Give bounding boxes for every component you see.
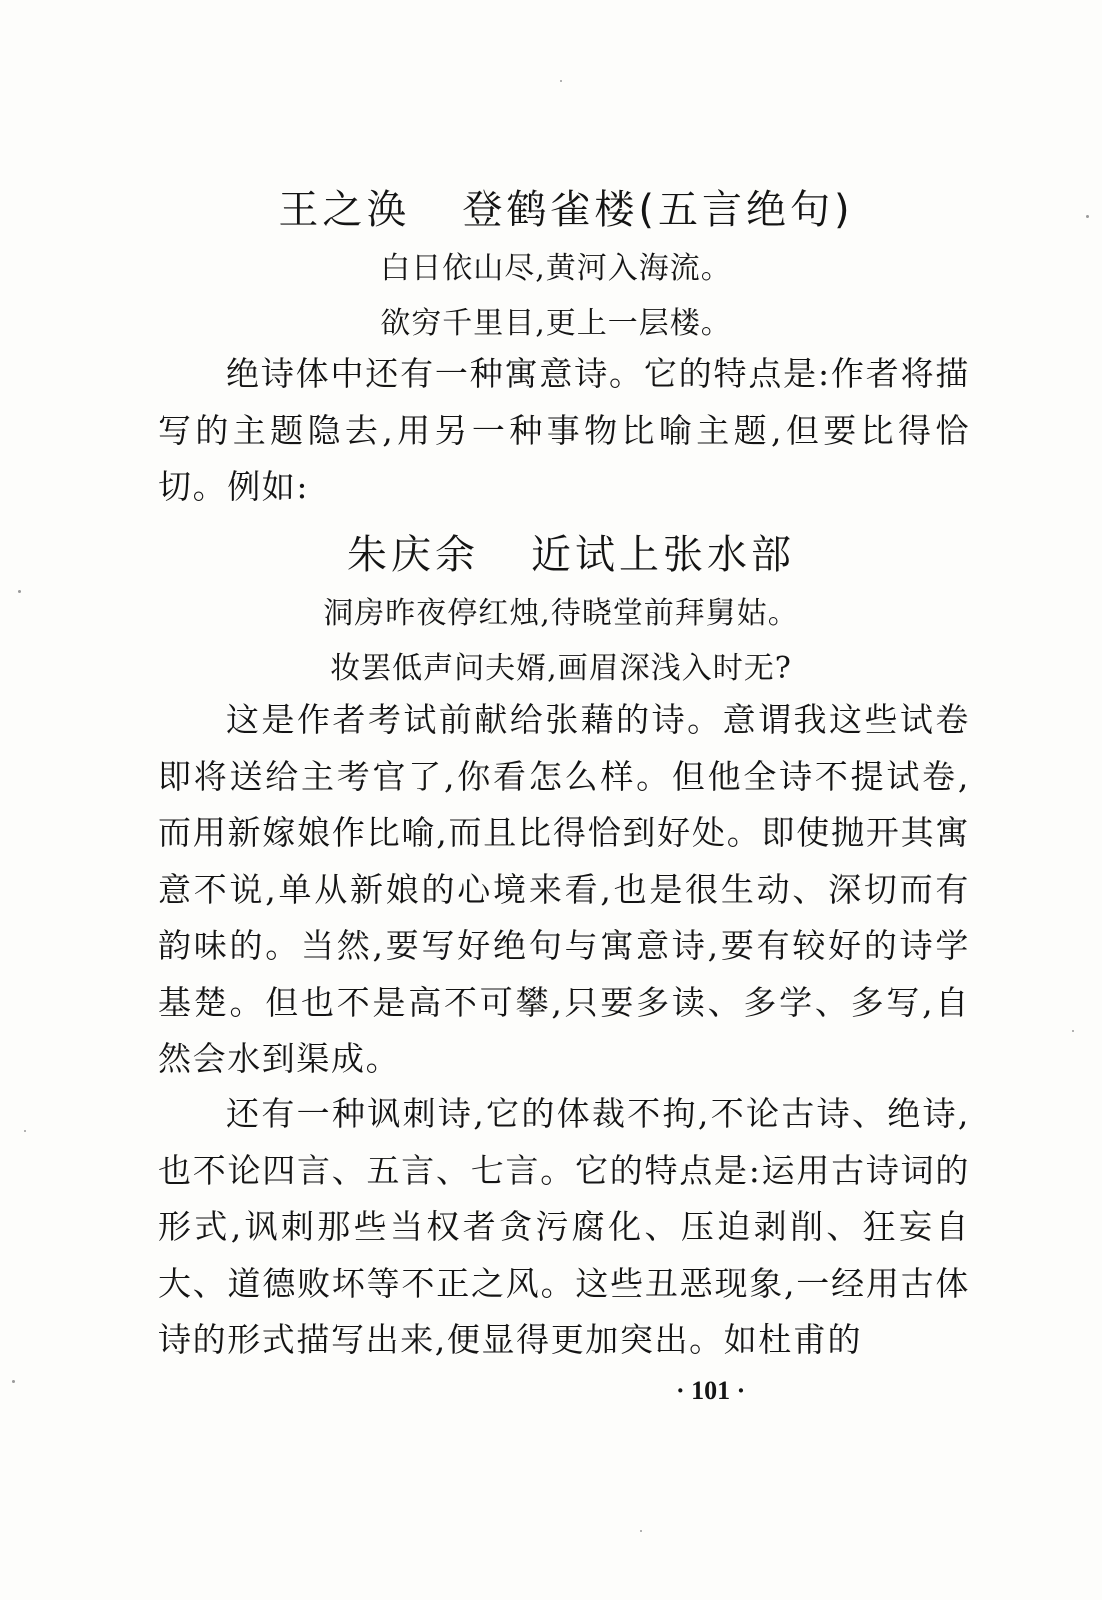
scan-speck [560,80,562,82]
body-paragraph: 绝诗体中还有一种寓意诗。它的特点是:作者将描写的主题隐去,用另一种事物比喻主题,但要比得恰切。例如: [158,354,970,506]
scan-speck [640,1530,642,1532]
poem-title: 登鹤雀楼(五言绝句) [462,187,854,233]
poem-line: 欲穷千里目,更上一层楼。 [380,306,732,341]
poem-author: 王之涣 [278,187,411,233]
poem-heading-2 [0,523,1102,580]
poem-line: 洞房昨夜停红烛,待晓堂前拜舅姑。 [323,596,799,631]
poem-title: 近试上张水部 [531,532,795,578]
page-number: · 101 · [676,1376,746,1405]
body-paragraph: 这是作者考试前献给张藉的诗。意谓我这些试卷即将送给主考官了,你看怎么样。但他全诗不提试卷,而用新嫁娘作比喻,而且比得恰到好处。即使抛开其寓意不说,单从新娘的心境来看,也是很生动、深切而有韵味的。当然,要写好绝句与寓意诗,要有较好的诗学基楚。但也不是高不可攀,只要多读、多学、多写,自然会水到渠成。 [158,700,970,1078]
scan-speck [1072,1030,1074,1032]
poem-line: 白日依山尽,黄河入海流。 [380,251,732,286]
poem-line: 妆罢低声问夫婿,画眉深浅入时无? [330,651,792,686]
body-paragraph: 还有一种讽刺诗,它的体裁不拘,不论古诗、绝诗,也不论四言、五言、七言。它的特点是:运用古诗词的形式,讽刺那些当权者贪污腐化、压迫剥削、狂妄自大、道德败坏等不正之风。这些丑恶现象,一经用古体诗的形式描写出来,便显得更加突出。如杜甫的 [158,1094,970,1359]
poem-author: 朱庆余 [347,532,479,578]
scan-speck [24,1130,26,1132]
poem-heading-1 [0,178,1102,235]
